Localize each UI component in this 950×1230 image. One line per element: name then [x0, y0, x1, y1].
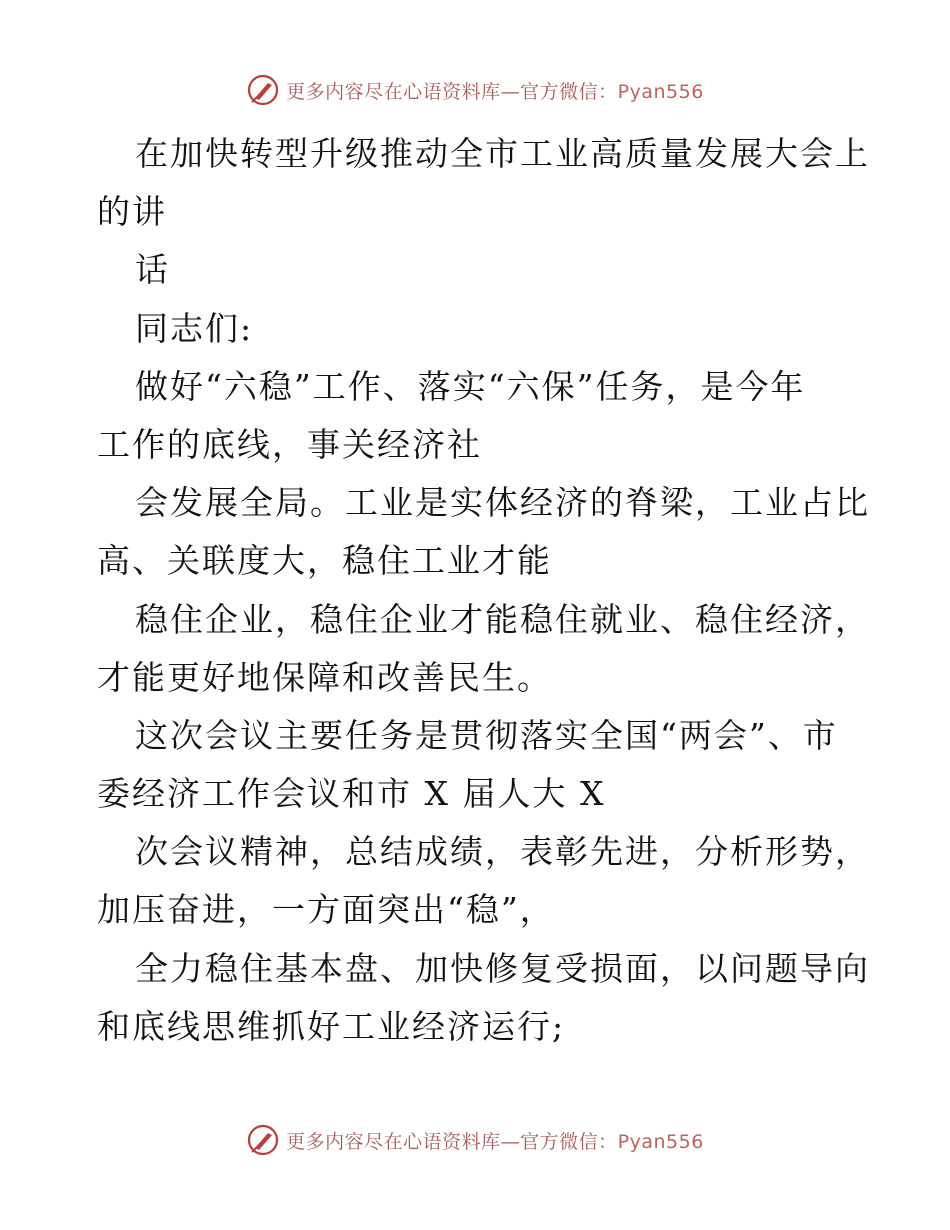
banner-text: 更多内容尽在心语资料库—官方微信：Pyan556	[286, 80, 704, 103]
doc-salutation: 同志们:	[135, 308, 254, 348]
paragraph-line: 这次会议主要任务是贯彻落实全国“两会”、市	[135, 715, 838, 755]
paragraph-line: 次会议精神，总结成绩，表彰先进，分析形势，	[135, 832, 870, 872]
doc-title-line-1: 在加快转型升级推动全市工业高质量发展大会上	[135, 134, 870, 173]
banner-text: 更多内容尽在心语资料库—官方微信：Pyan556	[286, 1130, 704, 1153]
paragraph-line: 会发展全局。工业是实体经济的脊梁，工业占比	[135, 483, 870, 523]
red-quill-seal-logo-icon	[246, 1123, 280, 1157]
red-quill-seal-logo-icon	[246, 73, 280, 107]
header-watermark-banner	[0, 70, 950, 110]
paragraph-line: 全力稳住基本盘、加快修复受损面，以问题导向	[135, 948, 870, 988]
paragraph-line: 委经济工作会议和市 X 届人大 X	[97, 774, 606, 814]
paragraph-line: 才能更好地保障和改善民生。	[97, 657, 552, 697]
paragraph-line: 和底线思维抓好工业经济运行;	[97, 1006, 566, 1046]
paragraph-line: 加压奋进，一方面突出“稳”，	[97, 890, 555, 930]
paragraph-line: 工作的底线，事关经济社	[97, 424, 482, 464]
doc-title-line-3: 话	[135, 250, 170, 290]
document-body	[97, 125, 870, 1056]
footer-watermark-banner	[0, 1120, 950, 1160]
paragraph-line: 稳住企业，稳住企业才能稳住就业、稳住经济，	[135, 599, 870, 639]
paragraph-line: 高、关联度大，稳住工业才能	[97, 541, 552, 581]
paragraph-line: 做好“六稳”工作、落实“六保”任务，是今年	[135, 366, 806, 406]
doc-title-line-2: 的讲	[97, 192, 167, 232]
